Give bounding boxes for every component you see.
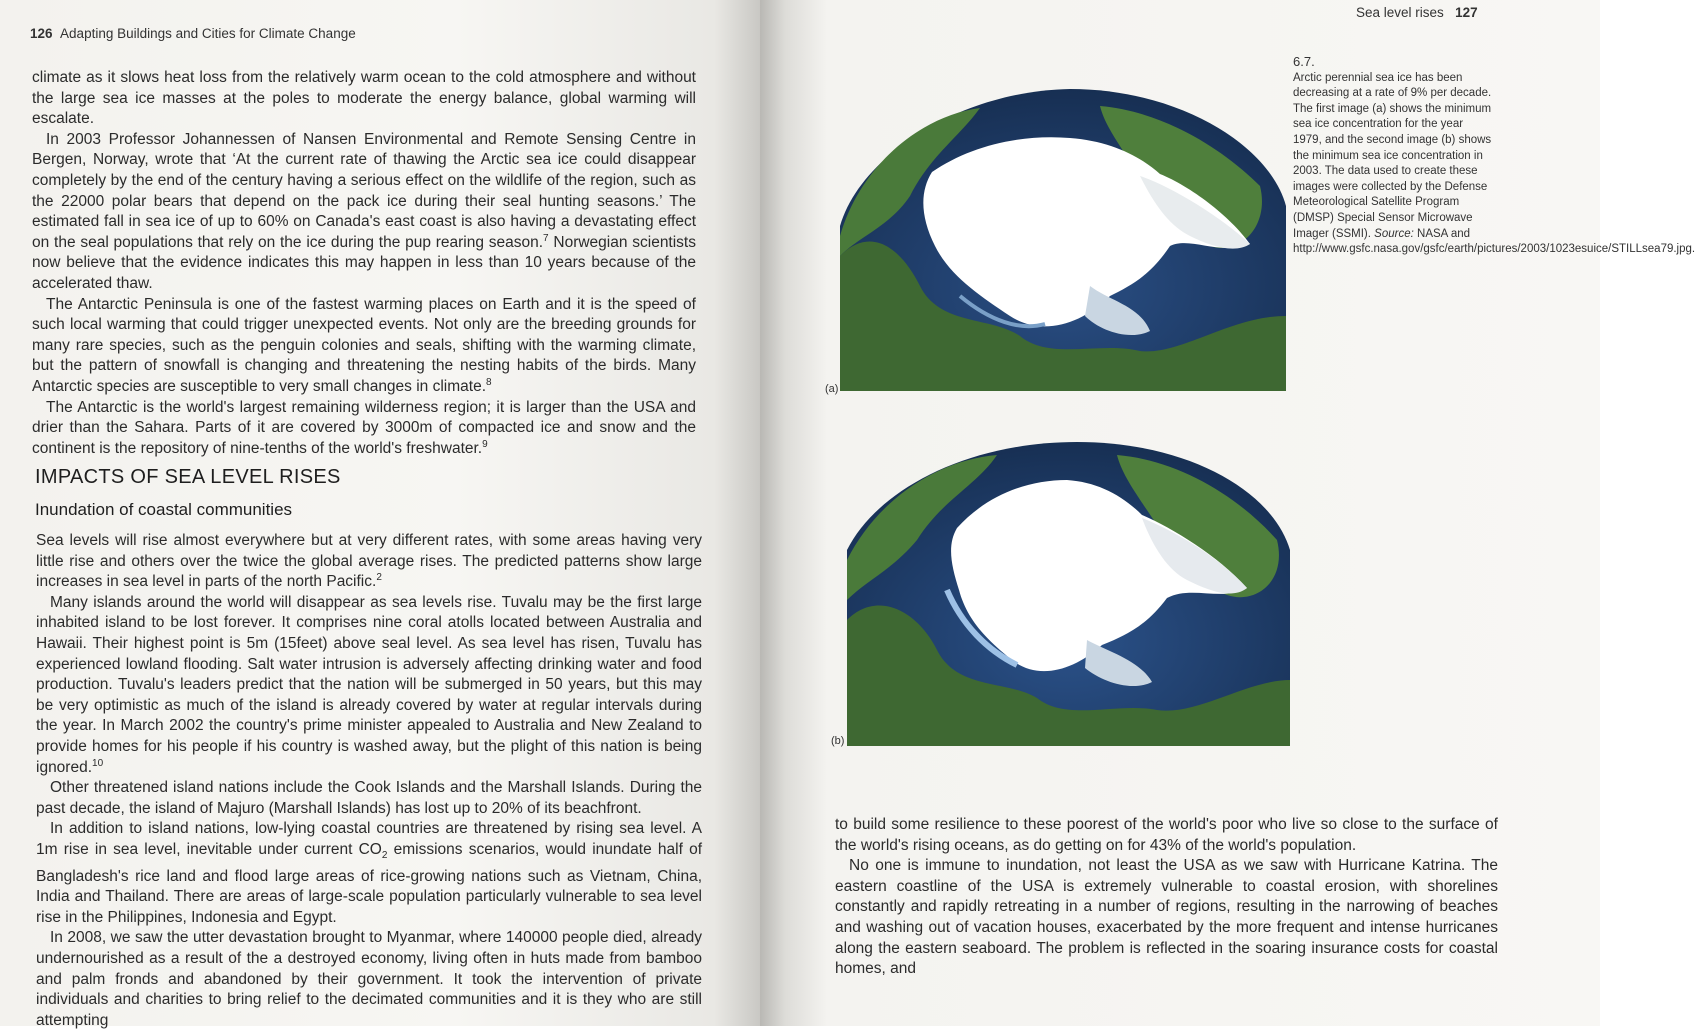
figure-number: 6.7. — [1293, 54, 1315, 69]
paragraph-text: emissions scenarios, would inundate half of Bangladesh's rice land and flood large areas of rice-growing nations such as Vietnam, China, India and Thailand. There are areas of large-scale population particularly vulnerable to sea level rise in the Philippines, Indonesia and Egypt. — [36, 840, 703, 926]
paragraph — [32, 295, 696, 398]
caption-text: Arctic perennial sea ice has been decreasing at a rate of 9% per decade. The first image (a) shows the minimum sea ice concentration for the year 1979, and the second image (b) shows the minimum sea ice concentration in 2003. The data used to create these images were collected by the Defense Meteorological Satellite Program (DMSP) Special Sensor Microwave Imager (SSMI). — [1293, 71, 1492, 240]
left-running-head — [30, 26, 356, 41]
right-running-head — [1356, 5, 1478, 20]
paragraph — [32, 68, 696, 130]
paragraph-text: In addition to island nations, low-lying coastal countries are threatened by rising sea level. A 1m rise in sea level, inevitable under current CO — [36, 820, 702, 858]
running-head-left: Adapting Buildings and Cities for Climate Change — [60, 26, 356, 41]
body-text-bottom — [36, 531, 702, 1031]
paragraph — [36, 531, 702, 593]
caption-source-text: NASA and http://www.gsfc.nasa.gov/gsfc/earth/pictures/2003/1023esuice/STILLsea79.jpg. — [1293, 227, 1695, 256]
paragraph — [36, 593, 702, 778]
arctic-ice-image-1979 — [840, 86, 1286, 391]
right-page — [760, 0, 1695, 1026]
footnote-ref: 8 — [486, 376, 492, 388]
subsection-heading: Inundation of coastal communities — [35, 500, 293, 519]
running-head-right: Sea level rises — [1356, 5, 1444, 20]
paragraph — [32, 398, 696, 460]
footnote-ref: 10 — [92, 757, 104, 769]
paragraph-text: Norwegian scientists now believe that the evidence indicates this may happen in less than 10 years because of the accelerated thaw. — [32, 233, 696, 292]
paragraph-text: climate as it slows heat loss from the relatively warm ocean to the cold atmosphere and without the large sea ice masses at the poles to moderate the energy balance, global warming will escalate. — [32, 69, 696, 128]
figure-a-arctic-1979 — [840, 86, 1286, 391]
paragraph-text: In 2003 Professor Johannessen of Nansen Environmental and Remote Sensing Centre in Bergen, Norway, wrote that ‘At the current rate of thawing the Arctic sea ice could disappear completely by the end of the century having a serious effect on the wildlife of the region, such as the 22000 polar bears that depend on the pack ice during their seal hunting seasons.’ The estimated fall in sea ice of up to 60% on Canada's east coast is also having a devastating effect on the seal populations that rely on the ice during the pup rearing season. — [32, 130, 696, 251]
page-number-left: 126 — [30, 26, 53, 41]
paragraph-text: to build some resilience to these poorest of the world's poor who live so close to the surface of the world's rising oceans, as do getting on for 43% of the world's population. — [835, 816, 1498, 854]
paragraph-text: The Antarctic Peninsula is one of the fastest warming places on Earth and it is the speed of such local warming that could trigger unexpected events. Not only are the breeding grounds for many rare species, such as the penguin colonies and seals, shifting with the warming climate, but the pattern of snowfall is changing and threatening the nesting habits of the birds. Many Antarctic species are susceptible to very small changes in climate. — [32, 295, 696, 395]
footnote-ref: 9 — [482, 438, 488, 450]
paragraph — [835, 856, 1498, 980]
paragraph — [36, 928, 702, 1031]
paragraph — [32, 130, 696, 295]
subscript: 2 — [381, 850, 388, 861]
paragraph — [36, 778, 702, 819]
figure-b-arctic-2003 — [847, 440, 1290, 746]
paragraph-text: In 2008, we saw the utter devastation brought to Myanmar, where 140000 people died, already undernourished as a result of the a destroyed economy, living often in huts made from bamboo and palm fronds and abandoned by their government. It took the intervention of private individuals and charities to bring relief to the decimated communities and it is they who are still attempting — [36, 929, 702, 1029]
page-number-right: 127 — [1455, 5, 1478, 20]
figure-label-a: (a) — [825, 383, 839, 395]
arctic-ice-image-2003 — [847, 440, 1290, 746]
paragraph-text: The Antarctic is the world's largest remaining wilderness region; it is larger than the USA and drier than the Sahara. Parts of it are covered by 3000m of compacted ice and snow and the continent is the repository of nine-tenths of the world's freshwater. — [32, 398, 696, 457]
caption-source-label: Source: — [1374, 227, 1414, 240]
figure-label-b: (b) — [831, 735, 845, 747]
paragraph-text: Many islands around the world will disappear as sea levels rise. Tuvalu may be the first large inhabited island to be lost forever. It comprises nine coral atolls located between Australia and Hawaii. Their highest point is 5m (15feet) above seal level. As sea level has risen, Tuvalu has experienced lowland flooding. Salt water intrusion is adversely affecting drinking water and food production. Tuvalu's leaders predict that the nation will be submerged in 50 years, but this may be very optimistic as much of the island is already covered by water at regular intervals during the year. In March 2002 the country's prime minister appealed to Australia and New Zealand to provide homes for his people if his country is washed away, but the plight of this nation is being ignored. — [36, 593, 702, 776]
paragraph — [36, 819, 702, 928]
paragraph-text: Sea levels will rise almost everywhere but at very different rates, with some areas having very little rise and others over the twice the global average rises. The predicted patterns show large increases in sea level in parts of the north Pacific. — [36, 532, 702, 591]
figure-caption — [1293, 54, 1695, 258]
paragraph-text: No one is immune to inundation, not least the USA as we saw with Hurricane Katrina. The eastern coastline of the USA is extremely vulnerable to coastal erosion, with shorelines constantly and rapidly retreating in a number of regions, resulting in the narrowing of beaches and washing out of vacation houses, exacerbated by the more frequent and intense hurricanes along the eastern seaboard. The problem is reflected in the soaring insurance costs for coastal homes, and — [835, 857, 1498, 978]
section-heading: IMPACTS OF SEA LEVEL RISES — [35, 466, 341, 488]
footnote-ref: 7 — [543, 232, 549, 244]
footnote-ref: 2 — [376, 572, 382, 584]
paragraph — [835, 815, 1498, 856]
paragraph-text: Other threatened island nations include the Cook Islands and the Marshall Islands. During the past decade, the island of Majuro (Marshall Islands) has lost up to 20% of its beachfront. — [36, 779, 702, 817]
left-page — [0, 0, 760, 1029]
body-text-top — [32, 68, 696, 459]
body-text-right — [835, 815, 1498, 980]
